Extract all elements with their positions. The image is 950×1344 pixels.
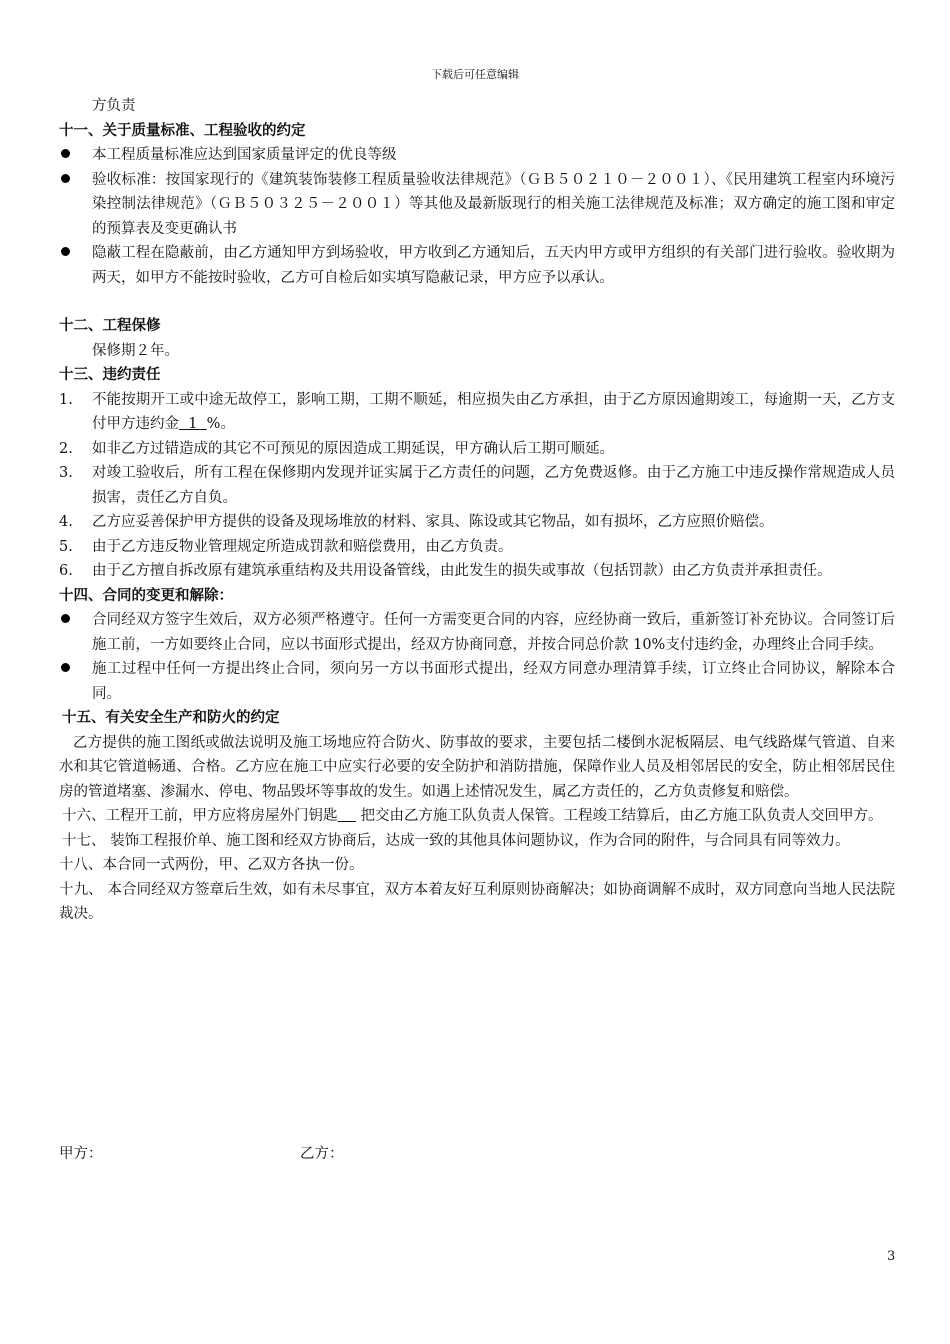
numbered-item: [59, 437, 895, 462]
numbered-text: 如非乙方过错造成的其它不可预见的原因造成工期延误，甲方确认后工期可顺延。: [92, 440, 614, 457]
bullet-icon: [59, 657, 92, 706]
bullet-text: 隐蔽工程在隐蔽前，由乙方通知甲方到场验收，甲方收到乙方通知后，五天内甲方或甲方组织的有关部门进行验收。验收期为两天，如甲方不能按时验收，乙方可自检后如实填写隐蔽记录，甲方应予以承认。: [92, 245, 895, 286]
numbered-text: 对竣工验收后，所有工程在保修期内发现并证实属于乙方责任的问题，乙方免费返修。由于乙方施工中违反操作常规造成人员损害，责任乙方自负。: [92, 465, 895, 506]
key-count-blank: [338, 808, 356, 824]
bullet-icon: [59, 143, 92, 168]
bullet-item: [59, 143, 895, 168]
bullet-text: 施工过程中任何一方提出终止合同，须向另一方以书面形式提出，经双方同意办理清算手续，订立终止合同协议，解除本合同。: [92, 661, 895, 702]
numbered-item: [59, 559, 895, 584]
section-17-paragraph: 十七、 装饰工程报价单、施工图和经双方协商后，达成一致的其他具体问题协议，作为合同的附件，与合同具有同等效力。: [62, 832, 850, 849]
party-a-label: 甲方：: [59, 1146, 103, 1162]
item-number: 4.: [59, 514, 73, 530]
section-12-heading: 十二、工程保修: [59, 318, 161, 334]
numbered-item: [59, 510, 895, 535]
bullet-item: [59, 241, 895, 290]
section-18-paragraph: 十八、本合同一式两份，甲、乙双方各执一份。: [59, 857, 364, 873]
bullet-text: 本工程质量标准应达到国家质量评定的优良等级: [92, 147, 397, 163]
section-14-heading: 十四、合同的变更和解除：: [59, 587, 233, 604]
carryover-text: 方负责: [92, 98, 136, 114]
bullet-text: 合同经双方签字生效后，双方必须严格遵守。任何一方需变更合同的内容，应经协商一致后，重新签订补充协议。合同签订后施工前，一方如要终止合同，应以书面形式提出，经双方协商同意，并按合同总价款 10%支付违约金，办理终止合同手续。: [92, 612, 895, 653]
item-number: 3.: [59, 465, 73, 481]
numbered-text: 乙方应妥善保护甲方提供的设备及现场堆放的材料、家具、陈设或其它物品，如有损坏，乙方应照价赔偿。: [92, 514, 774, 530]
section-11-heading: 十一、关于质量标准、工程验收的约定: [59, 122, 306, 139]
bullet-item: [59, 657, 895, 706]
party-b-label: 乙方：: [300, 1146, 344, 1162]
item-number: 5.: [59, 538, 73, 555]
numbered-text: 由于乙方违反物业管理规定所造成罚款和赔偿费用，由乙方负责。: [92, 538, 513, 555]
page-header-note: 下载后可任意编辑: [431, 68, 519, 81]
signature-line: [59, 1142, 344, 1163]
item-number: 1.: [59, 391, 73, 408]
section-13-heading: 十三、违约责任: [59, 367, 161, 383]
item-number: 2.: [59, 440, 73, 457]
bullet-item: [59, 608, 895, 657]
document-body: [59, 94, 895, 927]
section-19-paragraph: 十九、 本合同经双方签章后生效，如有未尽事宜，双方本着友好互利原则协商解决；如协商调解不成时，双方同意向当地人民法院裁决。: [59, 881, 895, 922]
bullet-icon: [59, 168, 92, 242]
numbered-item: [59, 388, 895, 437]
item-number: 6.: [59, 563, 73, 579]
bullet-text: 验收标准：按国家现行的《建筑装饰装修工程质量验收法律规范》（ＧＢ５０２１０－２００１）、《民用建筑工程室内环境污染控制法律规范》（ＧＢ５０３２５－２００１）等其他及最新版现行的相关施工法律规范及标准；双方确定的施工图和审定的预算表及变更确认书: [92, 171, 895, 237]
numbered-text: 不能按期开工或中途无故停工，影响工期，工期不顺延，相应损失由乙方承担，由于乙方原因逾期竣工，每逾期一天，乙方支付甲方违约金 1 %。: [92, 391, 895, 432]
numbered-item: [59, 535, 895, 560]
bullet-item: [59, 168, 895, 242]
section-15-heading: 十五、有关安全生产和防火的约定: [62, 710, 280, 726]
page-number: 3: [887, 1249, 896, 1264]
safety-paragraph: 乙方提供的施工图纸或做法说明及施工场地应符合防火、防事故的要求，主要包括二楼倒水泥板隔层、电气线路煤气管道、自来水和其它管道畅通、合格。乙方应在施工中应实行必要的安全防护和消防措施，保障作业人员及相邻居民的安全，防止相邻居民住房的管道堵塞、渗漏水、停电、物品毁坏等事故的发生。如遇上述情况发生，属乙方责任的，乙方负责修复和赔偿。: [59, 734, 895, 800]
bullet-icon: [59, 241, 92, 290]
numbered-text: 由于乙方擅自拆改原有建筑承重结构及共用设备管线，由此发生的损失或事故（包括罚款）由乙方负责并承担责任。: [92, 563, 832, 579]
penalty-rate-value: 1: [179, 416, 207, 432]
bullet-icon: [59, 608, 92, 657]
warranty-text: 保修期２年。: [92, 342, 179, 359]
numbered-item: [59, 461, 895, 510]
section-16-paragraph: 十六、工程开工前，甲方应将房屋外门钥匙 把交由乙方施工队负责人保管。工程竣工结算后，由乙方施工队负责人交回甲方。: [62, 808, 883, 824]
